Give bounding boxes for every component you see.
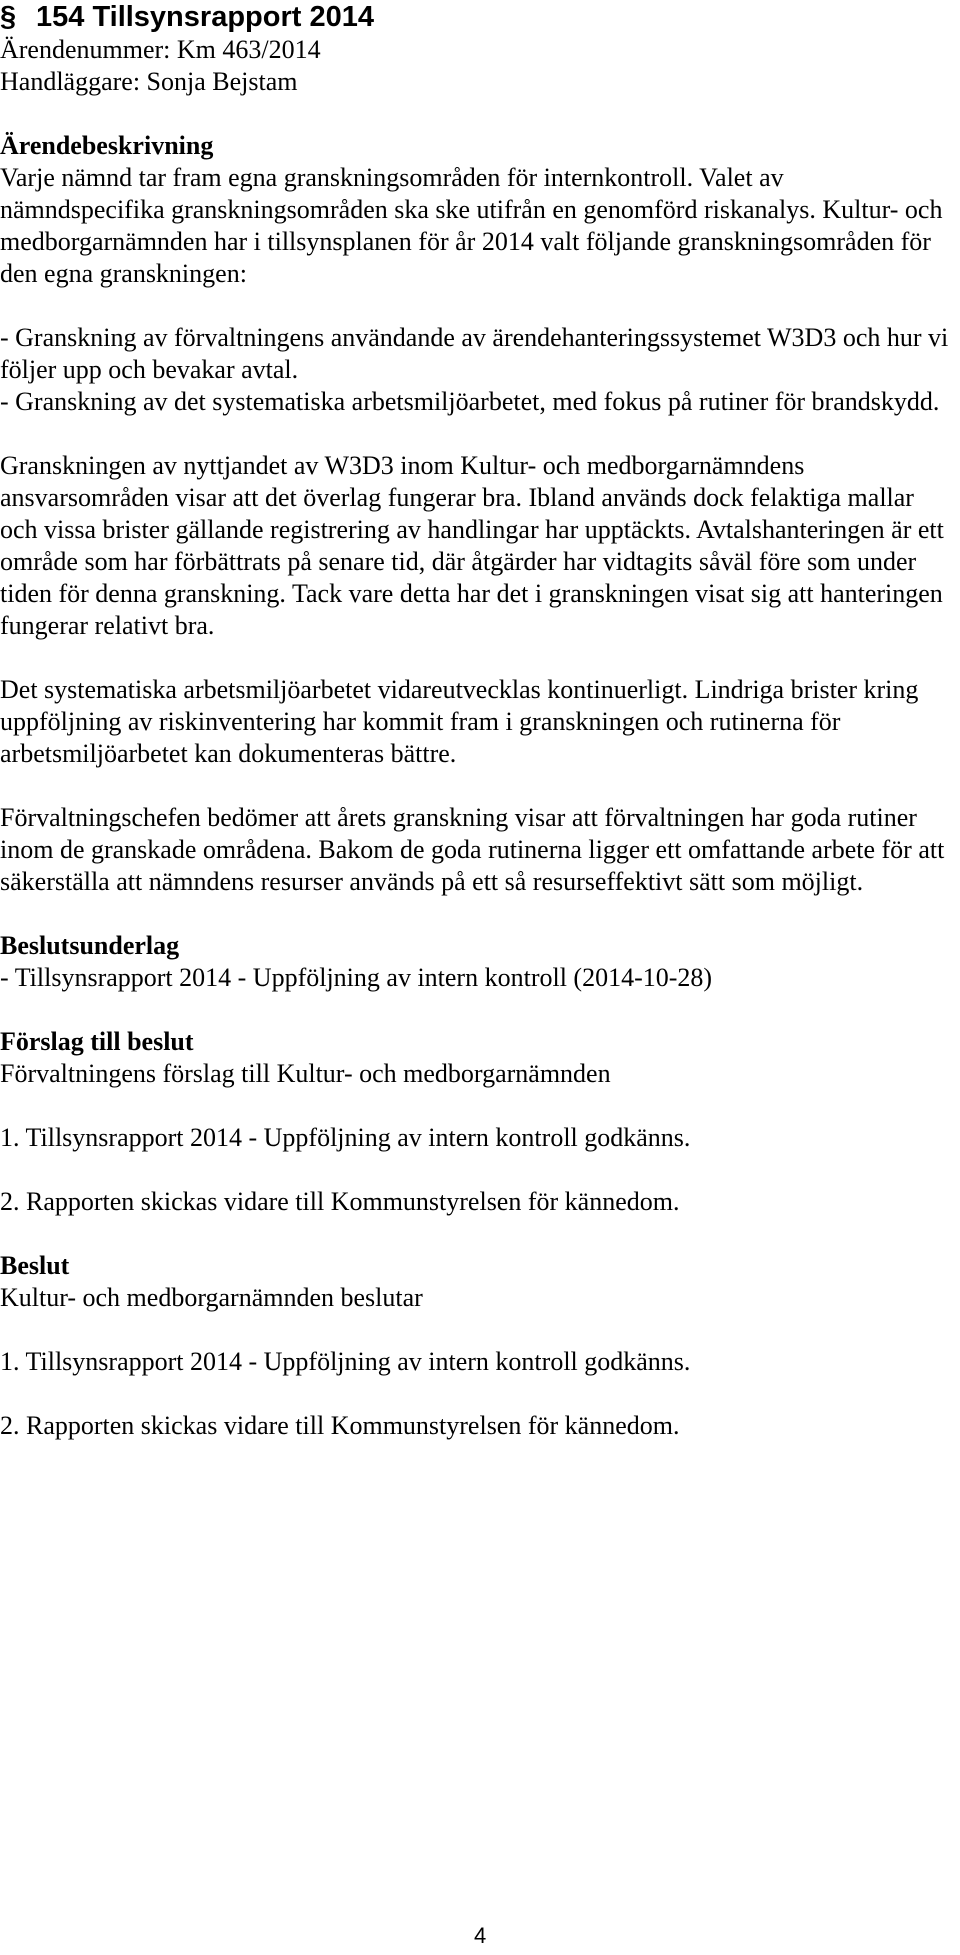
- description-heading: Ärendebeskrivning: [0, 131, 214, 160]
- description-intro: Varje nämnd tar fram egna granskningsområden för internkontroll. Valet av nämndspecifika granskningsområden ska ske utifrån en genomförd riskanalys. Kultur- och medborgarnämnden har i tillsynsplanen för år 2014 valt följande granskningsområden för den egna granskningen:: [0, 163, 943, 288]
- spacer: [0, 1314, 950, 1346]
- proposal-item-2: 2. Rapporten skickas vidare till Kommunstyrelsen för kännedom.: [0, 1187, 680, 1216]
- spacer: [0, 1090, 950, 1122]
- section-title: 154 Tillsynsrapport 2014: [36, 1, 374, 33]
- case-number: Ärendenummer: Km 463/2014: [0, 35, 321, 64]
- spacer: [0, 1218, 950, 1250]
- spacer: [0, 770, 950, 802]
- proposal-subtitle: Förvaltningens förslag till Kultur- och medborgarnämnden: [0, 1059, 611, 1088]
- basis-heading: Beslutsunderlag: [0, 931, 180, 960]
- review-area-item-2: - Granskning av det systematiska arbetsmiljöarbetet, med fokus på rutiner för brandskydd.: [0, 387, 940, 416]
- spacer: [0, 994, 950, 1026]
- decision-subtitle: Kultur- och medborgarnämnden beslutar: [0, 1283, 423, 1312]
- case-handler: Handläggare: Sonja Bejstam: [0, 67, 298, 96]
- review-area-item-1: - Granskning av förvaltningens användande av ärendehanteringssystemet W3D3 och hur vi följer upp och bevakar avtal.: [0, 323, 949, 384]
- description-paragraph-w3d3: Granskningen av nyttjandet av W3D3 inom Kultur- och medborgarnämndens ansvarsområden visar att det överlag fungerar bra. Ibland används dock felaktiga mallar och vissa brister gällande registrering av handlingar har upptäckts. Avtalshanteringen är ett område som har förbättrats på senare tid, där åtgärder har vidtagits såväl före som under tiden för denna granskning. Tack vare detta har det i granskningen visat sig att hanteringen fungerar relativt bra.: [0, 451, 944, 640]
- spacer: [0, 290, 950, 322]
- proposal-heading: Förslag till beslut: [0, 1027, 194, 1056]
- spacer: [0, 418, 950, 450]
- spacer: [0, 1154, 950, 1186]
- decision-heading: Beslut: [0, 1251, 70, 1280]
- proposal-item-1: 1. Tillsynsrapport 2014 - Uppföljning av intern kontroll godkänns.: [0, 1123, 691, 1152]
- spacer: [0, 98, 950, 130]
- description-paragraph-work-environment: Det systematiska arbetsmiljöarbetet vidareutvecklas kontinuerligt. Lindriga brister kring uppföljning av riskinventering har kommit fram i granskningen och rutinerna för arbetsmiljöarbetet kan dokumenteras bättre.: [0, 675, 919, 768]
- section-heading: [0, 0, 950, 34]
- page-number: 4: [474, 1923, 487, 1948]
- decision-item-1: 1. Tillsynsrapport 2014 - Uppföljning av intern kontroll godkänns.: [0, 1347, 691, 1376]
- description-paragraph-assessment: Förvaltningschefen bedömer att årets granskning visar att förvaltningen har goda rutiner inom de granskade områdena. Bakom de goda rutinerna ligger ett omfattande arbete för att säkerställa att nämndens resurser används på ett så resurseffektivt sätt som möjligt.: [0, 803, 945, 896]
- spacer: [0, 642, 950, 674]
- section-symbol: §: [0, 1, 17, 33]
- decision-item-2: 2. Rapporten skickas vidare till Kommunstyrelsen för kännedom.: [0, 1411, 680, 1440]
- spacer: [0, 898, 950, 930]
- spacer: [0, 1378, 950, 1410]
- basis-item: - Tillsynsrapport 2014 - Uppföljning av intern kontroll (2014-10-28): [0, 963, 713, 992]
